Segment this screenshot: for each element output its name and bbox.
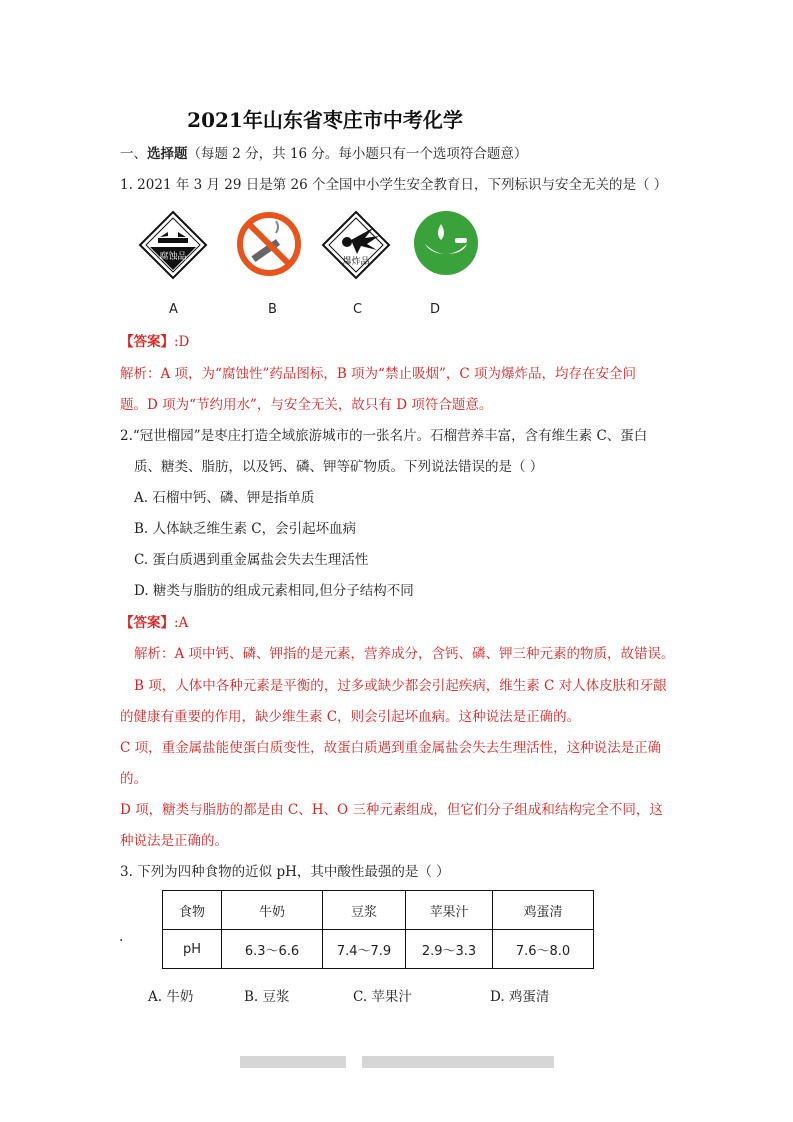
q2-option-b: B. 人体缺乏维生素 C，会引起坏血病 bbox=[134, 521, 357, 537]
section-name: 选择题 bbox=[147, 146, 188, 162]
q1-label-b: B bbox=[268, 302, 277, 317]
q2-analysis-line-4: C 项，重金属盐能使蛋白质变性，故蛋白质遇到重金属盐会失去生理活性，这种说法是正确 bbox=[120, 740, 662, 756]
q2-answer-value: :A bbox=[174, 615, 189, 631]
q1-answer bbox=[120, 333, 189, 351]
page-title: 2021年山东省枣庄市中考化学 bbox=[187, 108, 463, 132]
ph-table-value-row bbox=[163, 930, 594, 969]
section-heading bbox=[120, 145, 527, 163]
q2-stem-line-1: 2.“冠世榴园”是枣庄打造全域旅游城市的一张名片。石榴营养丰富，含有维生素 C、蛋白 bbox=[120, 428, 648, 444]
explosive-sign-icon bbox=[321, 210, 391, 280]
explosive-caption: 爆炸品 bbox=[342, 257, 370, 267]
q2-option-a: A. 石榴中钙、磷、钾是指单质 bbox=[134, 490, 315, 506]
q2-stem-line-2: 质、糖类、脂肪，以及钙、磷、钾等矿物质。下列说法错误的是（ ） bbox=[134, 459, 544, 475]
q2-option-d: D. 糖类与脂肪的组成元素相同,但分子结构不同 bbox=[134, 583, 414, 599]
q1-answer-value: :D bbox=[174, 334, 190, 350]
ph-table-cell: 6.3～6.6 bbox=[222, 930, 323, 969]
q1-label-c: C bbox=[353, 302, 363, 317]
q3-stem: 3. 下列为四种食物的近似 pH，其中酸性最强的是（ ） bbox=[120, 864, 450, 880]
footer-watermark-left bbox=[240, 1056, 346, 1068]
q2-analysis-line-5: 的。 bbox=[120, 771, 147, 787]
ph-table-cell: pH bbox=[163, 930, 222, 969]
water-saving-sign-icon bbox=[411, 210, 481, 276]
q2-analysis-line-7: 种说法是正确的。 bbox=[120, 833, 228, 849]
q1-stem: 1. 2021 年 3 月 29 日是第 26 个全国中小学生安全教育日，下列标识与安全无关的是（ ） bbox=[120, 177, 668, 193]
ph-table-cell: 食物 bbox=[163, 891, 222, 930]
ph-table bbox=[162, 890, 594, 969]
corrosive-caption: 腐蚀品 bbox=[159, 252, 187, 262]
q1-answer-label: 【答案】 bbox=[120, 334, 174, 350]
section-note: （每题 2 分，共 16 分。每小题只有一个选项符合题意） bbox=[187, 146, 528, 162]
q1-label-a: A bbox=[169, 302, 178, 317]
ph-table-cell: 鸡蛋清 bbox=[493, 891, 594, 930]
section-prefix: 一、 bbox=[120, 146, 147, 162]
ph-table-cell: 7.6～8.0 bbox=[493, 930, 594, 969]
ph-table-cell: 豆浆 bbox=[323, 891, 406, 930]
q1-label-d: D bbox=[430, 302, 441, 317]
ph-table-cell: 2.9～3.3 bbox=[406, 930, 493, 969]
ph-table-cell: 牛奶 bbox=[222, 891, 323, 930]
corrosive-sign-icon bbox=[138, 210, 208, 280]
q3-option-b: B. 豆浆 bbox=[244, 989, 290, 1005]
ph-table-header-row bbox=[163, 891, 594, 930]
q3-option-c: C. 苹果汁 bbox=[353, 989, 412, 1005]
ph-table-cell: 苹果汁 bbox=[406, 891, 493, 930]
q1-analysis-line-1: 解析：A 项，为“腐蚀性”药品图标，B 项为“禁止吸烟”，C 项为爆炸品，均存在安全问 bbox=[120, 366, 636, 382]
q2-analysis-line-1: 解析：A 项中钙、磷、钾指的是元素，营养成分，含钙、磷、钾三种元素的物质，故错误。 bbox=[134, 646, 675, 662]
q3-option-a: A. 牛奶 bbox=[148, 989, 194, 1005]
q3-option-d: D. 鸡蛋清 bbox=[490, 989, 550, 1005]
q2-option-c: C. 蛋白质遇到重金属盐会失去生理活性 bbox=[134, 552, 369, 568]
q2-analysis-line-6: D 项，糖类与脂肪的都是由 C、H、O 三种元素组成，但它们分子组成和结构完全不同，这 bbox=[120, 802, 663, 818]
q2-answer bbox=[120, 614, 188, 632]
q3-dot: . bbox=[119, 929, 124, 945]
q1-analysis-line-2: 题。D 项为“节约用水”，与安全无关，故只有 D 项符合题意。 bbox=[120, 397, 493, 413]
no-smoking-sign-icon bbox=[236, 211, 302, 277]
q2-analysis-line-2: B 项，人体中各种元素是平衡的，过多或缺少都会引起疾病，维生素 C 对人体皮肤和牙龈 bbox=[134, 678, 667, 694]
footer-watermark-right bbox=[362, 1056, 554, 1068]
q2-answer-label: 【答案】 bbox=[120, 615, 174, 631]
q2-analysis-line-3: 的健康有重要的作用，缺少维生素 C，则会引起坏血病。这种说法是正确的。 bbox=[120, 709, 581, 725]
ph-table-cell: 7.4～7.9 bbox=[323, 930, 406, 969]
